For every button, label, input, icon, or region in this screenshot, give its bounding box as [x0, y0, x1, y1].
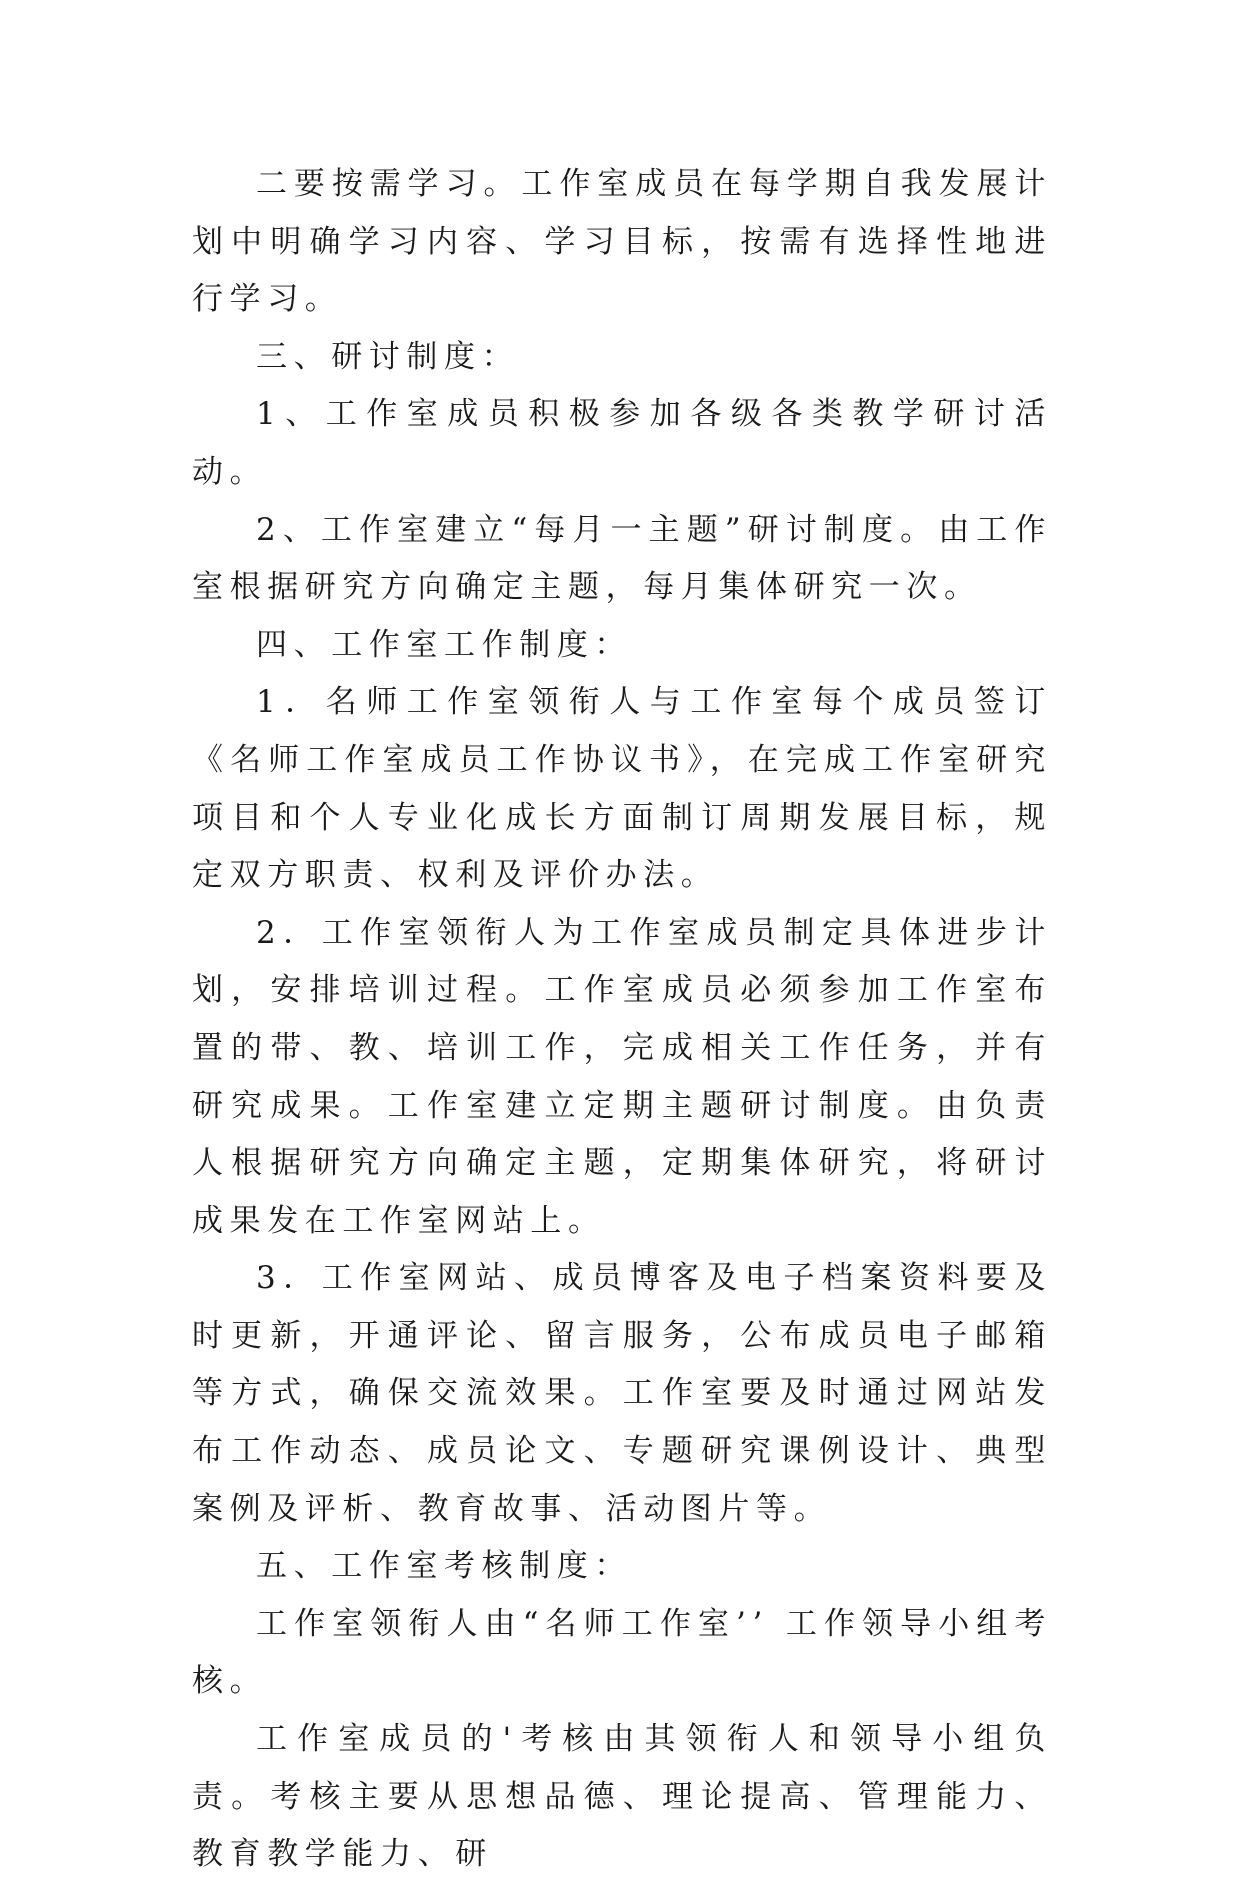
paragraph-member-assessment: 工作室成员的'考核由其领衔人和领导小组负责。考核主要从思想品德、理论提高、管理能力、教育教学能力、研 [192, 1721, 1052, 1873]
document-body [192, 156, 1052, 1884]
paragraph-work-item-3: 3．工作室网站、成员博客及电子档案资料要及时更新，开通评论、留言服务，公布成员电子邮箱等方式，确保交流效果。工作室要及时通过网站发布工作动态、成员论文、专题研究课例设计、典型案例及评析、教育故事、活动图片等。 [192, 1260, 1052, 1527]
paragraph-work-item-2: 2．工作室领衔人为工作室成员制定具体进步计划，安排培训过程。工作室成员必须参加工作室布置的带、教、培训工作，完成相关工作任务，并有研究成果。工作室建立定期主题研讨制度。由负责人根据研究方向确定主题，定期集体研究，将研讨成果发在工作室网站上。 [192, 914, 1052, 1239]
paragraph-work-item-1: 1．名师工作室领衔人与工作室每个成员签订《名师工作室成员工作协议书》，在完成工作室研究项目和个人专业化成长方面制订周期发展目标，规定双方职责、权利及评价办法。 [192, 684, 1052, 894]
section-heading-work-system: 四、工作室工作制度： [256, 626, 632, 663]
paragraph-leader-assessment: 工作室领衔人由“名师工作室’’ 工作领导小组考核。 [192, 1605, 1052, 1700]
section-heading-assessment-system: 五、工作室考核制度： [256, 1548, 632, 1585]
paragraph-seminar-item-1: 1、工作室成员积极参加各级各类教学研讨活动。 [192, 396, 1052, 490]
paragraph-study-on-demand: 二要按需学习。工作室成员在每学期自我发展计划中明确学习内容、学习目标，按需有选择性地进行学习。 [192, 166, 1052, 318]
section-heading-seminar-system: 三、研讨制度： [256, 338, 520, 375]
paragraph-seminar-item-2: 2、工作室建立“每月一主题”研讨制度。由工作室根据研究方向确定主题，每月集体研究一次。 [192, 511, 1052, 606]
